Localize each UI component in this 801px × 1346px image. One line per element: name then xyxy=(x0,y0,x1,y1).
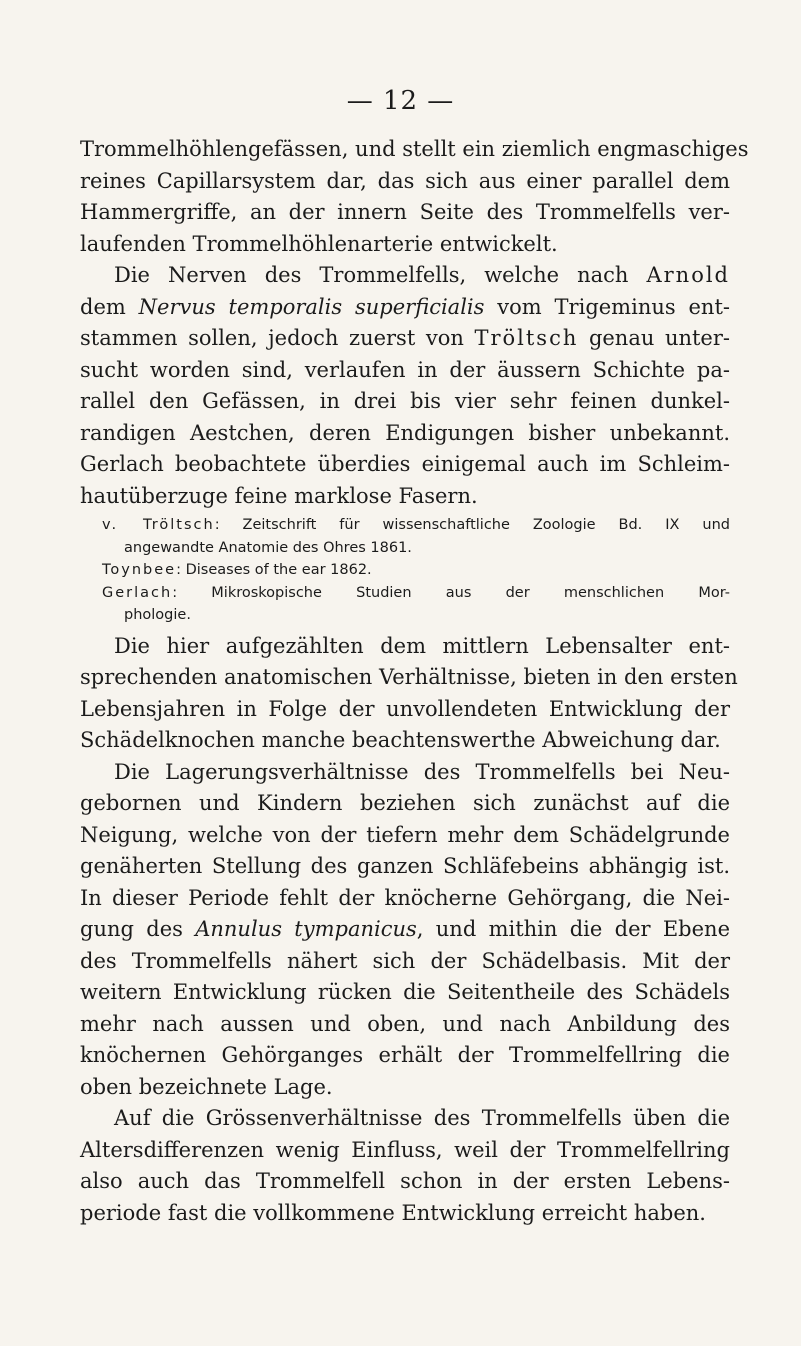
reference-entry xyxy=(80,514,730,559)
text-line: Schädelknochen manche beachtenswerthe Abweichung dar. xyxy=(80,728,721,752)
reference-entry xyxy=(80,582,730,627)
spaced-name: Arnold xyxy=(646,263,730,287)
text-line: oben bezeichnete Lage. xyxy=(80,1074,333,1099)
text-line: reines Capillarsystem dar, das sich aus einer parallel dem xyxy=(80,168,730,193)
text-line: gung des Annulus tympanicus, und mithin die der Ebene xyxy=(80,917,731,941)
reference-list xyxy=(80,514,730,627)
text-line: Die Lagerungsverhältnisse des Trommelfells bei Neu- xyxy=(114,759,730,784)
text-line: sucht worden sind, verlaufen in der äussern Schichte pa- xyxy=(80,357,730,382)
text-line: des Trommelfells nähert sich der Schädelbasis. Mit der xyxy=(80,948,730,973)
reference-entry xyxy=(80,559,730,582)
reference-line: Toynbee: Diseases of the ear 1862. xyxy=(102,562,372,578)
body-text xyxy=(80,134,749,1229)
spaced-name: v. Tröltsch xyxy=(102,517,215,533)
reference-line: phologie. xyxy=(124,607,191,623)
text-line: laufenden Trommelhöhlenarterie entwickelt. xyxy=(80,231,558,256)
text-line: Gerlach beobachtete überdies einigemal auch im Schleim- xyxy=(80,452,730,476)
paragraph xyxy=(80,631,738,757)
reference-line: angewandte Anatomie des Ohres 1861. xyxy=(124,539,412,556)
text-line: mehr nach aussen und oben, und nach Anbildung des xyxy=(80,1011,730,1036)
italic-term: Annulus tympanicus xyxy=(195,917,417,941)
spaced-name: Gerlach xyxy=(102,584,173,601)
spaced-name: Tröltsch xyxy=(474,326,579,350)
text-line: Auf die Grössenverhältnisse des Trommelfells üben die xyxy=(114,1106,730,1130)
paragraph xyxy=(80,757,730,1104)
paragraph xyxy=(80,134,749,260)
text-line: Die hier aufgezählten dem mittlern Lebensalter ent- xyxy=(114,633,730,658)
text-line: Hammergriffe, an der innern Seite des Trommelfells ver- xyxy=(80,200,730,224)
text-line: randigen Aestchen, deren Endigungen bisher unbekannt. xyxy=(80,420,730,445)
text-line: knöchernen Gehörganges erhält der Trommelfellring die xyxy=(80,1043,730,1067)
text-line: sprechenden anatomischen Verhältnisse, bieten in den ersten xyxy=(80,665,738,689)
text-line: Lebensjahren in Folge der unvollendeten Entwicklung der xyxy=(80,696,730,721)
italic-term: Nervus temporalis superficialis xyxy=(138,294,485,319)
text-line: Trommelhöhlengefässen, und stellt ein ziemlich engmaschiges xyxy=(80,137,749,161)
text-line: weitern Entwicklung rücken die Seitentheile des Schädels xyxy=(80,980,730,1004)
paragraph xyxy=(80,1103,730,1229)
spaced-name: Toynbee xyxy=(102,562,177,578)
text-line: Neigung, welche von der tiefern mehr dem Schädelgrunde xyxy=(80,822,730,847)
reference-line: v. Tröltsch: Zeitschrift für wissenschaftliche Zoologie Bd. IX und xyxy=(102,517,730,533)
text-line: dem Nervus temporalis superficialis vom Trigeminus ent- xyxy=(80,294,730,319)
reference-line: Gerlach: Mikroskopische Studien aus der menschlichen Mor- xyxy=(102,584,730,601)
text-line: also auch das Trommelfell schon in der ersten Lebens- xyxy=(80,1169,730,1193)
text-line: gebornen und Kindern beziehen sich zunächst auf die xyxy=(80,791,730,815)
paragraph xyxy=(80,260,730,512)
text-line: Altersdifferenzen wenig Einfluss, weil der Trommelfellring xyxy=(80,1137,730,1162)
text-line: stammen sollen, jedoch zuerst von Tröltsch genau unter- xyxy=(80,326,730,350)
text-line: In dieser Periode fehlt der knöcherne Gehörgang, die Nei- xyxy=(80,885,730,910)
page-number: — 12 — xyxy=(346,86,455,116)
text-line: periode fast die vollkommene Entwicklung erreicht haben. xyxy=(80,1200,706,1225)
paragraphs-bottom xyxy=(80,631,738,1230)
text-line: rallel den Gefässen, in drei bis vier sehr feinen dunkel- xyxy=(80,389,730,413)
text-line: hautüberzuge feine marklose Fasern. xyxy=(80,483,478,508)
paragraphs-top xyxy=(80,134,749,512)
text-line: Die Nerven des Trommelfells, welche nach Arnold xyxy=(114,263,730,287)
text-line: genäherten Stellung des ganzen Schläfebeins abhängig ist. xyxy=(80,854,730,878)
